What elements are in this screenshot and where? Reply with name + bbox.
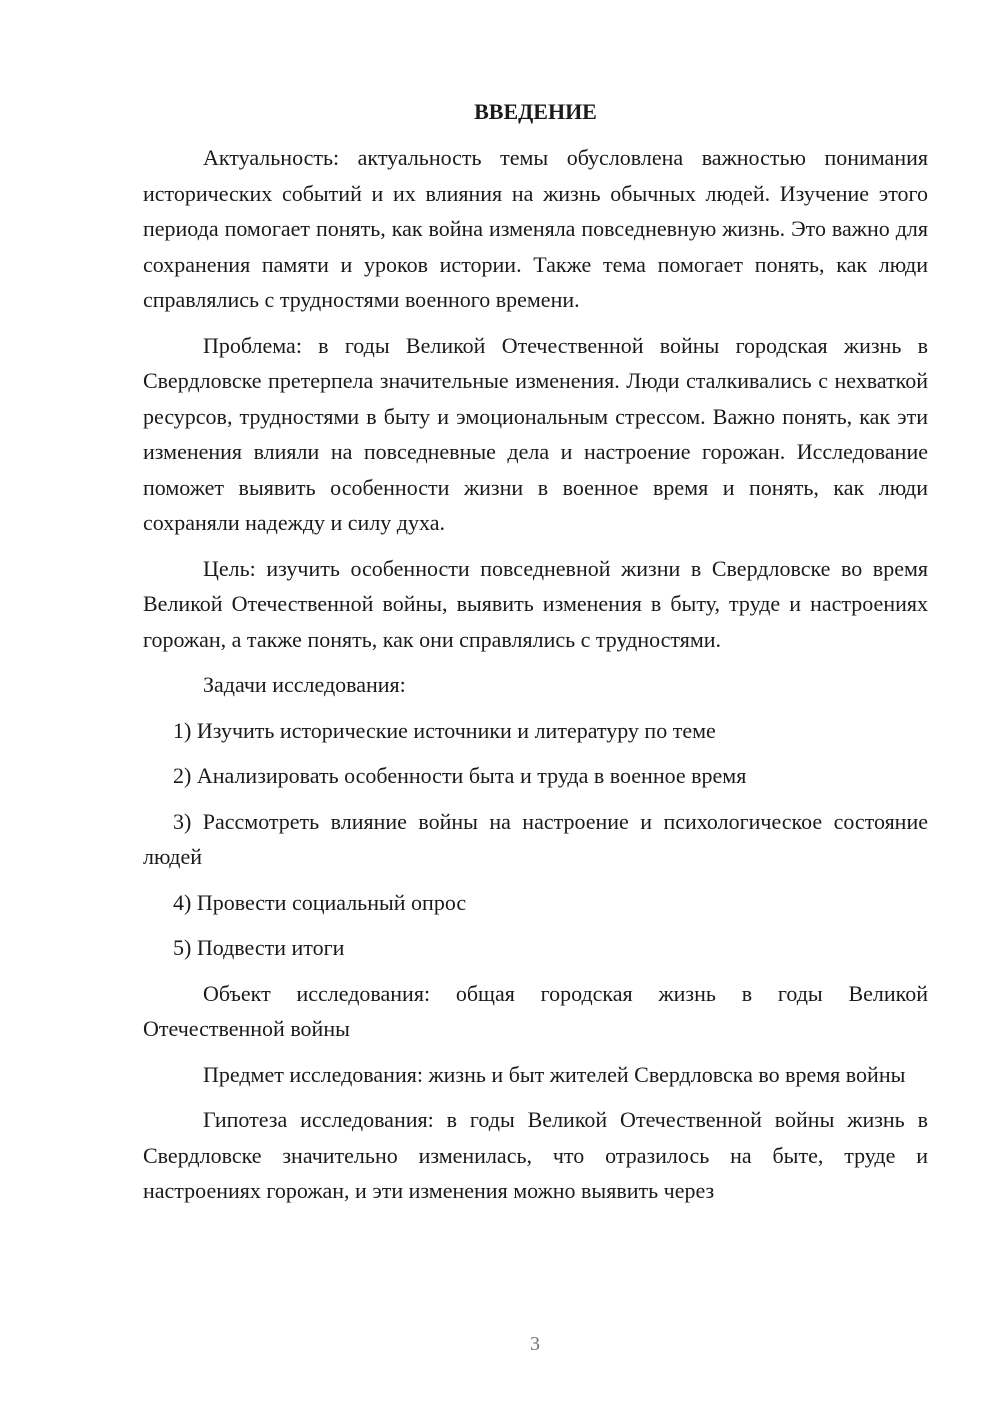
goal-paragraph: Цель: изучить особенности повседневной жизни в Свердловске во время Великой Отечественной войны, выявить изменения в быту, труде и настроениях горожан, а также понять, как они справлялись с трудностями. [143, 555, 928, 652]
task-item: 5) Подвести итоги [173, 935, 345, 960]
relevance-paragraph: Актуальность: актуальность темы обусловлена важностью понимания исторических событий и их влияния на жизнь обычных людей. Изучение этого периода помогает понять, как война изменяла повседневную жизнь. Это важно для сохранения памяти и уроков истории. Также тема помогает понять, как люди справлялись с трудностями военного времени. [143, 145, 928, 312]
object-paragraph: Объект исследования: общая городская жизнь в годы Великой Отечественной войны [143, 980, 928, 1041]
task-item: 1) Изучить исторические источники и литературу по теме [173, 717, 716, 743]
subject-paragraph: Предмет исследования: жизнь и быт жителей Свердловска во время войны [203, 1061, 906, 1087]
task-item: 2) Анализировать особенности быта и труда в военное время [173, 763, 747, 788]
page-number: 3 [530, 1333, 540, 1355]
document-page [143, 96, 928, 1219]
tasks-heading: Задачи исследования: [203, 672, 406, 697]
problem-paragraph: Проблема: в годы Великой Отечественной войны городская жизнь в Свердловске претерпела значительные изменения. Люди сталкивались с нехваткой ресурсов, трудностями в быту и эмоциональным стрессом. Важно понять, как эти изменения влияли на повседневные дела и настроение горожан. Исследование поможет выявить особенности жизни в военное время и понять, как люди сохраняли надежду и силу духа. [143, 332, 928, 535]
task-item: 4) Провести социальный опрос [173, 889, 467, 915]
section-title: ВВЕДЕНИЕ [474, 99, 597, 124]
hypothesis-paragraph: Гипотеза исследования: в годы Великой Отечественной войны жизнь в Свердловске значительно изменилась, что отразилось на быте, труде и настроениях горожан, и эти изменения можно выявить через [143, 1107, 928, 1203]
task-item: 3) Рассмотреть влияние войны на настроение и психологическое состояние людей [143, 808, 928, 869]
